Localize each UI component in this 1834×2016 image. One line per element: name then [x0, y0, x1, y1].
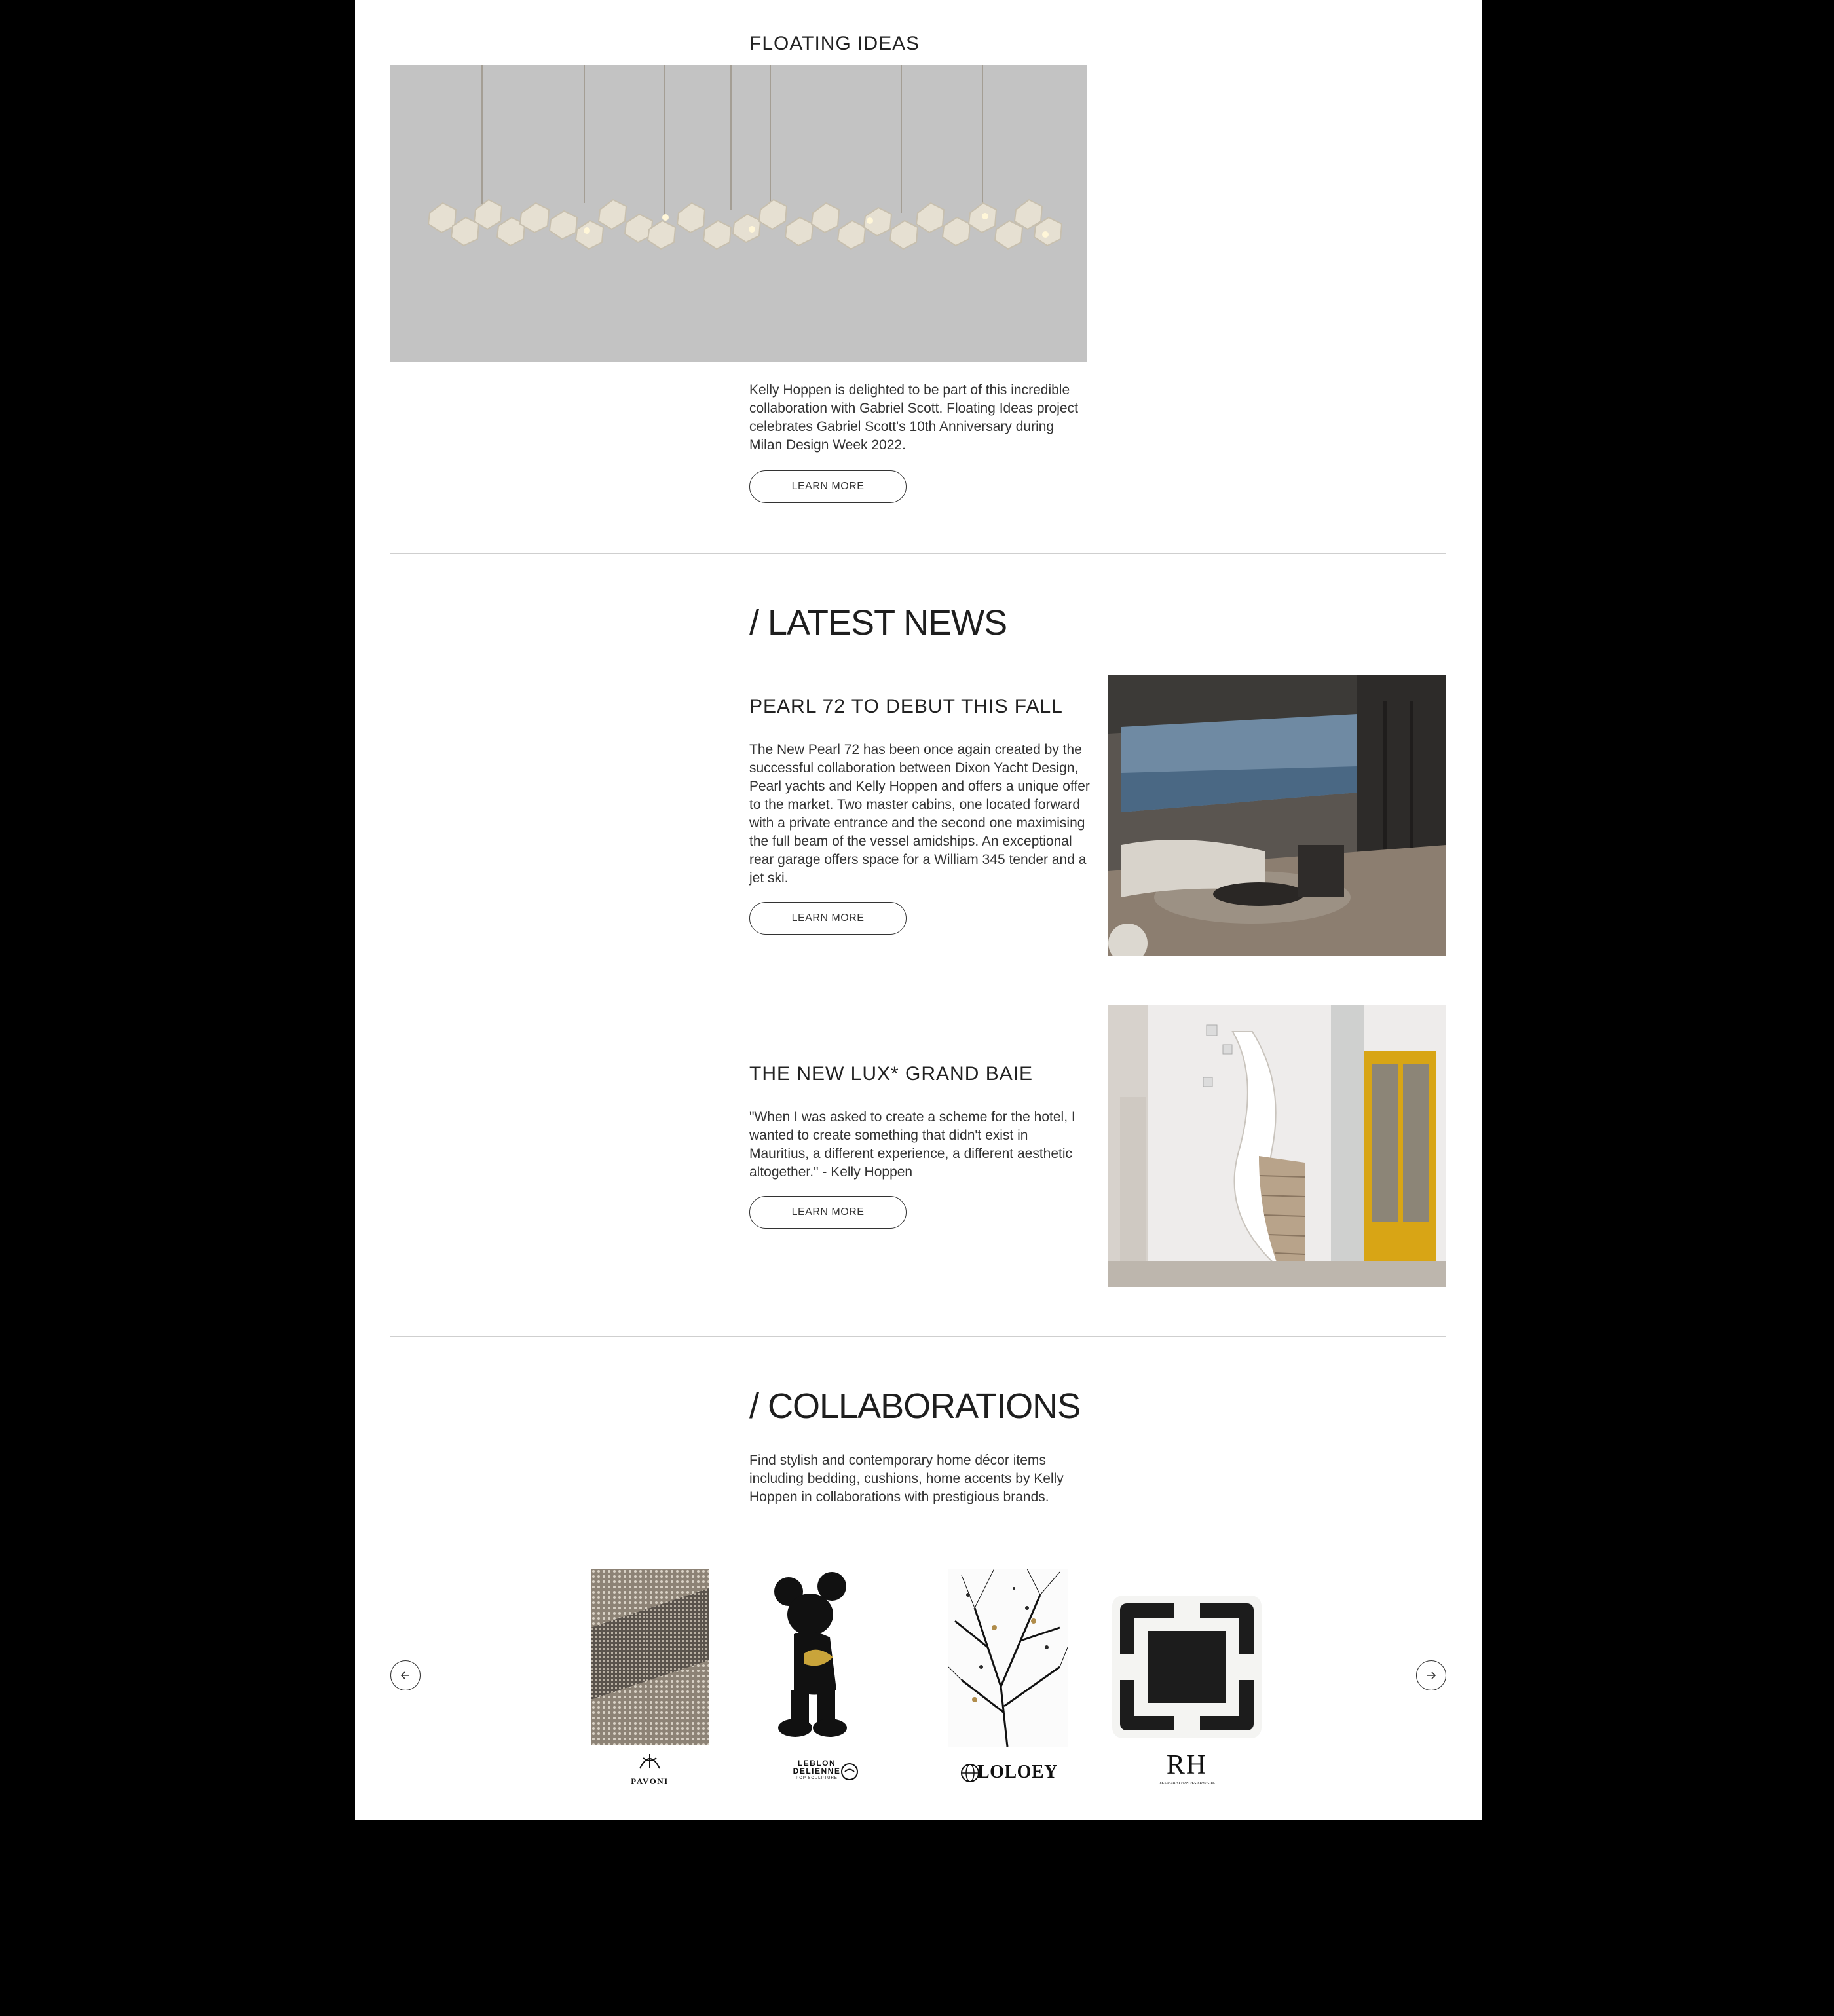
- staircase-interior-image[interactable]: [1108, 1005, 1446, 1287]
- brand-name: LEBLON DELIENNE: [793, 1759, 841, 1776]
- collaborations-heading: / COLLABORATIONS: [749, 1387, 1081, 1426]
- tree-branches-illustration: [948, 1569, 1068, 1747]
- latest-news-heading: / LATEST NEWS: [749, 603, 1007, 643]
- collaborations-body: Find stylish and contemporary home décor items including bedding, cushions, home accents by Kelly Hoppen in collaborations with prestigious brands.: [749, 1453, 1064, 1504]
- news-item-title: PEARL 72 TO DEBUT THIS FALL: [749, 696, 1063, 717]
- brand-subtitle: RESTORATION HARDWARE: [1158, 1782, 1216, 1785]
- pavoni-bird-icon: [624, 1749, 676, 1772]
- brand-card-leblon-delienne[interactable]: [755, 1565, 879, 1749]
- news-learn-more-button[interactable]: LEARN MORE: [749, 902, 907, 935]
- brand-name: LOLOEY: [977, 1762, 1058, 1782]
- page: [355, 0, 1482, 1820]
- floating-learn-more-button[interactable]: LEARN MORE: [749, 470, 907, 503]
- leblon-swirl-icon: [840, 1762, 859, 1782]
- arrow-left-icon: [399, 1669, 412, 1682]
- fabric-swatches-illustration: [591, 1569, 709, 1745]
- floating-ideas-title: FLOATING IDEAS: [749, 33, 920, 54]
- mickey-sculpture-illustration: [755, 1565, 879, 1749]
- section-divider: [390, 1336, 1446, 1337]
- staircase-illustration: [1108, 1005, 1446, 1287]
- brand-name: RH: [1166, 1750, 1208, 1780]
- news-learn-more-button[interactable]: LEARN MORE: [749, 1196, 907, 1229]
- brand-card-rh[interactable]: [1108, 1592, 1265, 1742]
- brand-subtitle: POP SCULPTURE: [796, 1776, 838, 1780]
- floating-ideas-body: Kelly Hoppen is delighted to be part of this incredible collaboration with Gabriel Scott. Floating Ideas project celebrates Gabriel Scott's 10th Anniversary during Milan Design Week 2022.: [749, 383, 1078, 453]
- brand-card-pavoni[interactable]: [591, 1569, 709, 1745]
- news-item-title: THE NEW LUX* GRAND BAIE: [749, 1063, 1034, 1085]
- carousel-prev-button[interactable]: [390, 1660, 421, 1690]
- section-divider: [390, 553, 1446, 554]
- yacht-interior-illustration: [1108, 675, 1446, 956]
- brand-name: PAVONI: [631, 1776, 669, 1786]
- arrow-right-icon: [1425, 1669, 1438, 1682]
- chandelier-illustration: [390, 65, 1087, 362]
- news-item-body: "When I was asked to create a scheme for the hotel, I wanted to create something that didn't exist in Mauritius, a different experience, a different aesthetic altogether." - Kelly Hoppen: [749, 1110, 1076, 1180]
- news-item-body: The New Pearl 72 has been once again created by the successful collaboration between Dixon Yacht Design, Pearl yachts and Kelly Hoppen and offers a unique offer to the market. Two master cabins, one located forward with a private entrance and the second one maximising the full beam of the vessel amidships. An exceptional rear garage offers space for a William 345 tender and a jet ski.: [749, 742, 1090, 886]
- floating-ideas-image[interactable]: [390, 65, 1087, 362]
- brand-card-loloey[interactable]: [948, 1569, 1068, 1747]
- cushion-illustration: [1108, 1592, 1265, 1742]
- yacht-interior-image[interactable]: [1108, 675, 1446, 956]
- carousel-next-button[interactable]: [1416, 1660, 1446, 1690]
